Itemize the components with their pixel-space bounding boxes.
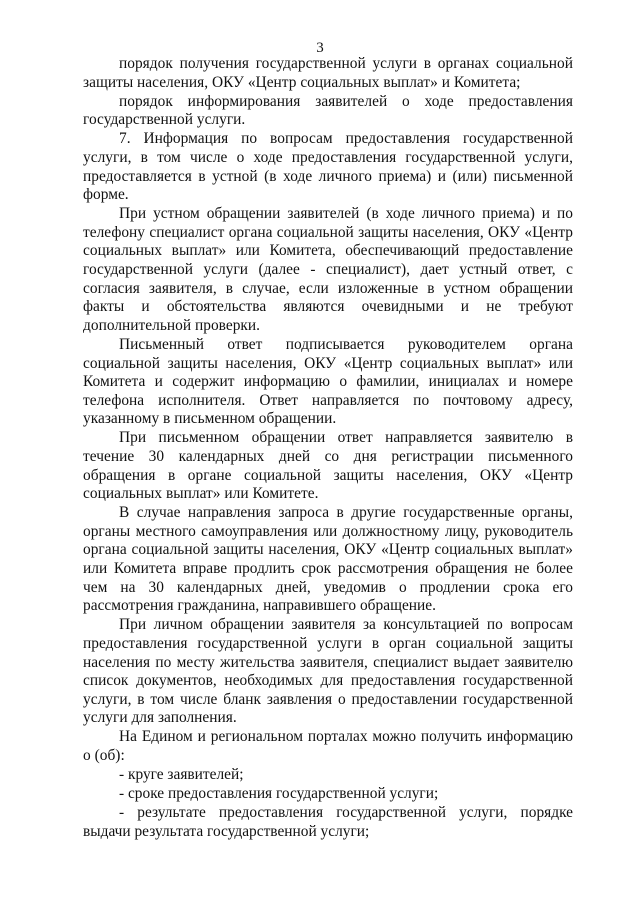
paragraph-personal-consultation: При личном обращении заявителя за консультацией по вопросам предоставления государственной услуги в орган социальной защиты населения по месту жительства заявителя, специалист выдает заявителю список документов, необходимых для предоставления государственной услуги, в том числе бланк заявления о предоставлении государственной услуги для заполнения.	[83, 616, 573, 727]
paragraph-oral-request: При устном обращении заявителей (в ходе личного приема) и по телефону специалист органа социальной защиты населения, ОКУ «Центр социальных выплат» или Комитета, обеспечивающий предоставление государственной услуги (далее - специалист), дает устный ответ, с согласия заявителя, в случае, если изложенные в устном обращении факты и обстоятельства являются очевидными и не требуют дополнительной проверки.	[83, 205, 573, 334]
document-body	[83, 55, 573, 842]
paragraph-portal-info: На Едином и региональном порталах можно получить информацию о (об):	[83, 728, 573, 764]
paragraph-written-answer: Письменный ответ подписывается руководителем органа социальной защиты населения, ОКУ «Центр социальных выплат» или Комитета и содержит информацию о фамилии, инициалах и номере телефона исполнителя. Ответ направляется по почтовому адресу, указанному в письменном обращении.	[83, 335, 573, 428]
list-item-service-term: - сроке предоставления государственной услуги;	[119, 785, 439, 803]
paragraph-written-request: При письменном обращении ответ направляется заявителю в течение 30 календарных дней со дня регистрации письменного обращения в органе социальной защиты населения, ОКУ «Центр социальных выплат» или Комитете.	[83, 429, 573, 503]
page-number: 3	[316, 40, 324, 56]
paragraph-request-extension: В случае направления запроса в другие государственные органы, органы местного самоуправления или должностному лицу, руководитель органа социальной защиты населения, ОКУ «Центр социальных выплат» или Комитета вправе продлить срок рассмотрения обращения не более чем на 30 календарных дней, уведомив о продлении срока его рассмотрения гражданина, направившего обращение.	[83, 504, 573, 615]
paragraph-procedure-receiving: порядок получения государственной услуги в органах социальной защиты населения, ОКУ «Центр социальных выплат» и Комитета;	[83, 55, 573, 91]
list-item-applicants: - круге заявителей;	[119, 766, 244, 784]
list-item-service-result: - результате предоставления государственной услуги, порядке выдачи результата государственной услуги;	[83, 804, 573, 840]
paragraph-procedure-informing: порядок информирования заявителей о ходе предоставления государственной услуги.	[83, 92, 573, 129]
paragraph-item-7: 7. Информация по вопросам предоставления государственной услуги, в том числе о ходе предоставления государственной услуги, предоставляется в устной (в ходе личного приема) и (или) письменной форме.	[83, 130, 573, 204]
